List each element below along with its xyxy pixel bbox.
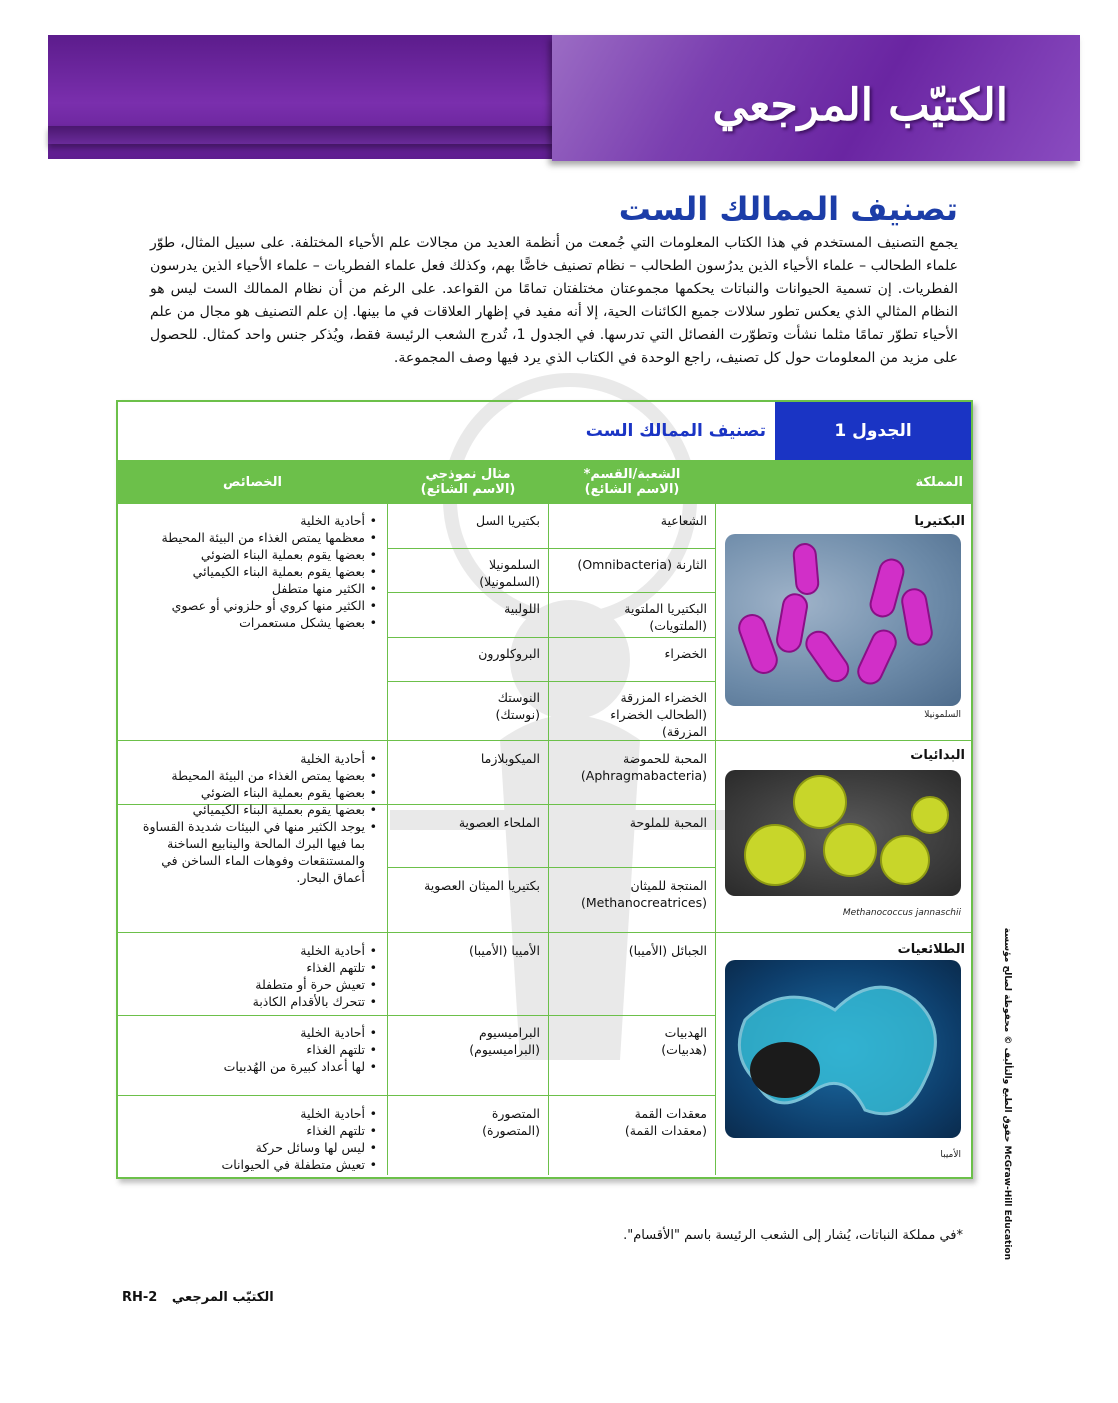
phylum-cell: الثارنة (Omnibacteria) [577,557,707,572]
row-divider [118,1095,715,1096]
feature-item: • تلتهم الغذاء [126,1122,365,1139]
col-example: مثال نموذجي (الاسم الشائع) [388,460,548,504]
footer-title: الكتيّب المرجعي [171,1290,274,1305]
feature-item: • بعضها يقوم بعملية البناء الكيميائي [126,801,365,818]
feature-item: • يوجد الكثير منها في البيئات شديدة القساوة بما فيها البرك المالحة والينابيع الساخنة والمستنقعات وفوهات الماء الساخن في أعماق البحار. [126,818,365,886]
table-label: الجدول 1 [775,402,971,460]
feature-item: • الكثير منها كروي أو حلزوني أو عصوي [126,597,365,614]
phylum-cell: الهدبيات (هدبيات) [661,1025,707,1057]
banner-shadow [48,126,553,144]
phylum-cell: الخضراء [664,646,707,661]
row-divider [388,681,715,682]
feature-item: • بعضها يقوم بعملية البناء الضوئي [126,784,365,801]
kingdom-archaea: البدائيات [910,748,965,763]
example-cell: النوستك (نوستك) [495,690,540,722]
example-cell: الميكوبلازما [480,751,540,766]
features-list [126,942,379,1010]
features-cell [118,744,387,892]
example-cell: البروكلورون [478,646,540,661]
kingdom-divider [118,932,971,933]
col-kingdom: المملكة [716,460,971,504]
page-header-title: الكتيّب المرجعي [712,80,1008,131]
photo-caption: السلمونيلا [924,710,961,720]
features-list [126,512,379,631]
salmonella-photo [725,534,961,706]
phylum-cell: معقدات القمة (معقدات القمة) [624,1106,707,1138]
phylum-cell: الخضراء المزرقة (الطحالب الخضراء المزرقة) [610,690,707,739]
phylum-cell: المحبة للحموضة (Aphragmabacteria) [580,751,707,783]
copyright-text: McGraw-Hill Education حقوق الطبع والتأليف © محفوظة لصالح مؤسسة [1002,927,1012,1260]
feature-item: • بعضها يشكل مستعمرات [126,614,365,631]
features-list [126,750,379,886]
feature-item: • ليس لها وسائل حركة [126,1139,365,1156]
section-title: تصنيف الممالك الست [618,190,958,228]
feature-item: • الكثير منها متطفل [126,580,365,597]
phylum-cell: الشعاعية [660,513,707,528]
features-cell [118,1018,387,1081]
amoeba-photo [725,960,961,1138]
table-header [118,402,971,460]
example-cell: بكتيريا السل [476,513,540,528]
table-caption: تصنيف الممالك الست [585,421,766,441]
feature-item: • تتحرك بالأقدام الكاذبة [126,993,365,1010]
classification-table [116,400,973,1179]
feature-item: • معظمها يمتص الغذاء من البيئة المحيطة [126,529,365,546]
example-cell: بكتيريا الميثان العصوية [424,878,540,893]
photo-caption: Methanococcus jannaschii [842,908,961,918]
copyright-side-note [1002,927,1016,1260]
feature-item: • أحادية الخلية [126,942,365,959]
example-cell: الملحاء العصوية [458,815,540,830]
row-divider [388,867,715,868]
feature-item: • تعيش حرة أو متطفلة [126,976,365,993]
feature-item: • أحادية الخلية [126,750,365,767]
example-cell: البراميسيوم (البراميسيوم) [469,1025,540,1057]
feature-item: • تلتهم الغذاء [126,1041,365,1058]
feature-item: • بعضها يمتص الغذاء من البيئة المحيطة [126,767,365,784]
phylum-cell: الجبائل (الأميبا) [628,943,707,958]
features-list [126,1024,379,1075]
features-cell [118,506,387,637]
methanococcus-photo [725,770,961,896]
feature-item: • تعيش متطفلة في الحيوانات [126,1156,365,1173]
col-phylum: الشعبة/القسم* (الاسم الشائع) [549,460,715,504]
page-footer [122,1290,274,1305]
footnote: *في مملكة النباتات، يُشار إلى الشعب الرئيسة باسم "الأقسام". [623,1228,963,1243]
feature-item: • أحادية الخلية [126,512,365,529]
page-number: RH-2 [122,1290,158,1305]
example-cell: المتصورة (المتصورة) [482,1106,540,1138]
features-list [126,1105,379,1173]
grid-line [715,460,716,1175]
feature-item: • بعضها يقوم بعملية البناء الضوئي [126,546,365,563]
kingdom-protists: الطلائعيات [897,942,965,957]
kingdom-divider [118,740,971,741]
phylum-cell: المحبة للملوحة [629,815,707,830]
feature-item: • لها أعداد كبيرة من الهُدبيات [126,1058,365,1075]
intro-paragraph: يجمع التصنيف المستخدم في هذا الكتاب المعلومات التي جُمعت من أنظمة العديد من مجالات علم الأحياء المختلفة. على سبيل المثال، طوّر علماء الطحالب – علماء الأحياء الذين يدرُسون الطحالب – نظام تصنيف خاصًّا بهم، وكذلك فعل علماء الفطريات – علماء الأحياء الذين يدرسون الفطريات. إن تسمية الحيوانات والنباتات يحكمها مجموعتان مختلفتان تمامًا من القواعد. على الرغم من أن نظام الممالك الست ليس هو النظام المثالي الذي يعكس تطور سلالات جميع الكائنات الحية، إلا أنه مفيد في إظهار العلاقات في ما بينها. إن علم التصنيف هو مجال من علم الأحياء تطوّر تمامًا مثلما نشأت وتطوّرت الفصائل التي تدرسها. في الجدول 1، تُدرج الشعب الرئيسة فقط، ويُذكر جنس واحد كمثال. للحصول على مزيد من المعلومات حول كل تصنيف، راجع الوحدة في الكتاب الذي يرد فيها وصف المجموعة. [150,235,959,366]
example-cell: اللولبية [504,601,540,616]
col-features: الخصائص [118,460,387,504]
phylum-cell: البكتيريا الملتوية (الملتويات) [624,601,707,633]
feature-item: • أحادية الخلية [126,1024,365,1041]
example-cell: الأميبا (الأميبا) [468,943,540,958]
feature-item: • تلتهم الغذاء [126,959,365,976]
example-cell: السلمونيلا (السلمونيلا) [479,557,540,589]
features-cell [118,936,387,1016]
kingdom-bacteria: البكتيريا [914,514,965,529]
row-divider [388,548,715,549]
features-cell [118,1099,387,1179]
feature-item: • أحادية الخلية [126,1105,365,1122]
feature-item: • بعضها يقوم بعملية البناء الكيميائي [126,563,365,580]
phylum-cell: المنتجة للميثان (Methanocreatrices) [581,878,707,910]
photo-caption: الأميبا [940,1150,961,1160]
